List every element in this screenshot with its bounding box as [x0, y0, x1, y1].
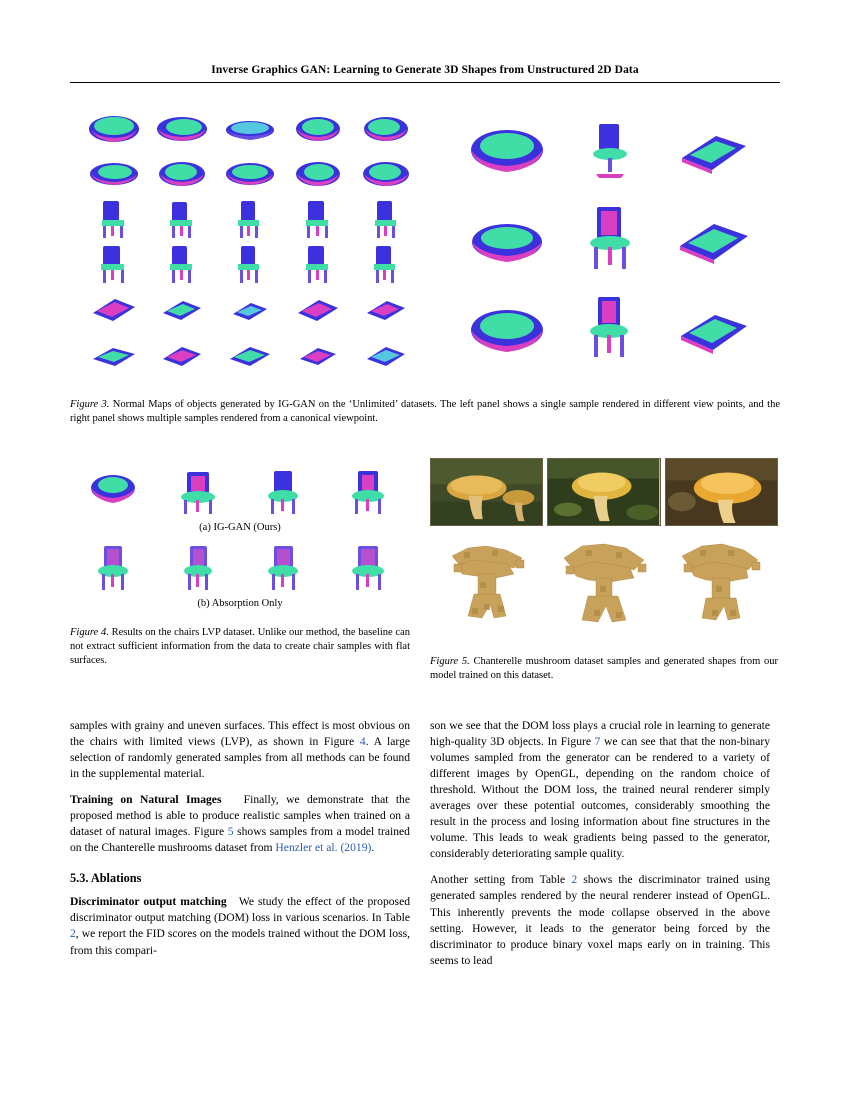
figure-4-sublabel-b: (b) Absorption Only	[197, 598, 283, 609]
figure-3-sample	[662, 196, 765, 286]
figure-3-sample	[284, 151, 352, 196]
figure-3-sample	[80, 106, 148, 151]
figure-reference[interactable]: 4	[359, 735, 366, 749]
citation-link[interactable]: Henzler et al. (2019)	[275, 841, 372, 855]
mushroom-photo	[547, 458, 660, 526]
paragraph-text: Another setting from Table	[430, 873, 572, 887]
figure-4-sublabel-a: (a) IG-GAN (Ours)	[199, 522, 281, 533]
figure-3-sample	[216, 106, 284, 151]
figure-3-sample	[216, 331, 284, 376]
figure-3-sample	[352, 196, 420, 241]
figure-3-sample	[80, 286, 148, 331]
figure-3-left-panel	[80, 106, 420, 376]
figure-4-sample	[70, 462, 155, 520]
figure-4-caption	[70, 626, 410, 668]
figure-3-sample	[148, 151, 216, 196]
figure-3-sample	[662, 286, 765, 376]
figure-3-sample	[80, 331, 148, 376]
paragraph-text: . A large selection of randomly generated samples from all methods can be found in the supplemental material.	[70, 735, 411, 781]
paragraph-text: .	[371, 841, 375, 855]
figure-4-label: Figure 4.	[70, 627, 109, 638]
figure-4-sample	[240, 462, 325, 520]
figure-reference[interactable]: 7	[594, 735, 601, 749]
figure-3-sample	[148, 286, 216, 331]
figure-5-label: Figure 5.	[430, 656, 470, 667]
figure-3-right-panel	[455, 106, 765, 376]
figure-4-caption-text: Results on the chairs LVP dataset. Unlike our method, the baseline can not extract sufficient information from the data to create chair samples with flat surfaces.	[70, 627, 410, 666]
paragraph-text: son we see that the DOM loss plays a crucial role in learning to generate high-quality 3D objects. In Figure	[430, 719, 770, 749]
figure-3-sample	[148, 331, 216, 376]
figure-3-sample	[148, 241, 216, 286]
running-head: Inverse Graphics GAN: Learning to Generate 3D Shapes from Unstructured 2D Data	[211, 64, 639, 76]
paragraph-text: , we report the FID scores on the models trained without the DOM loss, from this compari-	[70, 927, 410, 957]
paragraph-text: We study the effect of the proposed discriminator output matching (DOM) loss in various scenarios. In Table	[70, 895, 411, 925]
figure-3-sample	[284, 286, 352, 331]
figure-3-sample	[352, 331, 420, 376]
figure-5-photo-row	[430, 458, 778, 526]
figure-3-sample	[284, 331, 352, 376]
generated-mushroom-voxel	[430, 530, 546, 630]
table-reference[interactable]: 2	[571, 873, 578, 887]
generated-mushroom-voxel	[662, 530, 778, 630]
figure-4-row-a	[70, 462, 410, 520]
figure-3-sample	[216, 151, 284, 196]
figure-3	[70, 100, 780, 380]
figure-3-sample	[284, 106, 352, 151]
section-heading-ablations: 5.3. Ablations	[70, 871, 142, 886]
figure-3-sample	[80, 151, 148, 196]
figure-3-sample	[80, 241, 148, 286]
figure-5-caption	[430, 655, 778, 683]
paragraph-another-setting	[430, 872, 770, 968]
body-column-left	[70, 718, 410, 969]
paragraph-text: we can see that that the non-binary volumes sampled from the generator can be rendered to a variety of different images by OpenGL, depending on the random choice of threshold. Without the DOM loss, the trained neural renderer simply averages over these potential outcomes, considerably smoothing the result in the process and losing information about fine structures in the volume. This leads to weak gradients being passed to the generator, considerably deteriorating sample quality.	[430, 735, 770, 861]
table-reference[interactable]: 2	[70, 927, 76, 941]
figure-3-sample	[284, 241, 352, 286]
figure-4-sample	[325, 462, 410, 520]
body-column-right	[430, 718, 770, 979]
figure-3-sample	[148, 106, 216, 151]
figure-5	[430, 458, 778, 633]
figure-4-sample	[240, 538, 325, 596]
figure-reference[interactable]: 5	[227, 825, 234, 839]
figure-3-sample	[352, 151, 420, 196]
figure-5-caption-text: Chanterelle mushroom dataset samples and generated shapes from our model trained on this dataset.	[430, 656, 778, 681]
generated-mushroom-voxel	[546, 530, 662, 630]
paragraph-text: Finally, we demonstrate that the proposed method is able to produce realistic samples when trained on a dataset of natural images. Figure	[70, 793, 410, 839]
figure-4-row-b	[70, 538, 410, 596]
figure-3-sample	[352, 286, 420, 331]
figure-3-sample	[455, 286, 558, 376]
paragraph-text: shows samples from a model trained on the Chanterelle mushrooms dataset from	[70, 825, 410, 855]
figure-3-sample	[352, 241, 420, 286]
figure-4-sample	[155, 538, 240, 596]
figure-3-sample	[148, 196, 216, 241]
figure-4	[70, 460, 410, 615]
figure-3-sample	[558, 196, 661, 286]
paragraph-text: samples with grainy and uneven surfaces. This effect is most obvious on the chairs with limited views (LVP), as shown in Figure	[70, 719, 410, 749]
figure-3-sample	[216, 241, 284, 286]
figure-3-caption	[70, 398, 780, 426]
figure-4-sample	[325, 538, 410, 596]
paragraph-dom	[70, 894, 410, 958]
figure-3-sample	[80, 196, 148, 241]
figure-3-sample	[558, 106, 661, 196]
figure-3-sample	[216, 196, 284, 241]
paragraph-text: shows the discriminator trained using generated samples rendered by the neural renderer instead of OpenGL. This inherently prevents the mode collapse observed in the above setting. However, it leads to the generator being forced by the discriminator to produce binary voxel maps early on in training. This seems to lead	[430, 873, 770, 967]
header-rule	[70, 82, 780, 83]
figure-3-sample	[455, 196, 558, 286]
paragraph-continuation	[70, 718, 410, 782]
figure-4-sample	[70, 538, 155, 596]
paragraph-continuation	[430, 718, 770, 862]
paragraph-runin-heading: Training on Natural Images	[70, 793, 222, 807]
figure-3-caption-text: Normal Maps of objects generated by IG-GAN on the ‘Unlimited’ datasets. The left panel shows a single sample rendered in different view points, and the right panel shows multiple samples rendered from a canonical viewpoint.	[70, 399, 780, 424]
figure-3-sample	[455, 106, 558, 196]
figure-5-voxel-row	[430, 530, 778, 630]
figure-3-sample	[662, 106, 765, 196]
paragraph-natural-images	[70, 792, 410, 856]
figure-3-sample	[216, 286, 284, 331]
figure-3-label: Figure 3.	[70, 399, 110, 410]
figure-3-sample	[558, 286, 661, 376]
figure-3-sample	[352, 106, 420, 151]
mushroom-photo	[665, 458, 778, 526]
figure-4-sample	[155, 462, 240, 520]
mushroom-photo	[430, 458, 543, 526]
figure-3-sample	[284, 196, 352, 241]
paragraph-runin-heading: Discriminator output matching	[70, 895, 227, 909]
